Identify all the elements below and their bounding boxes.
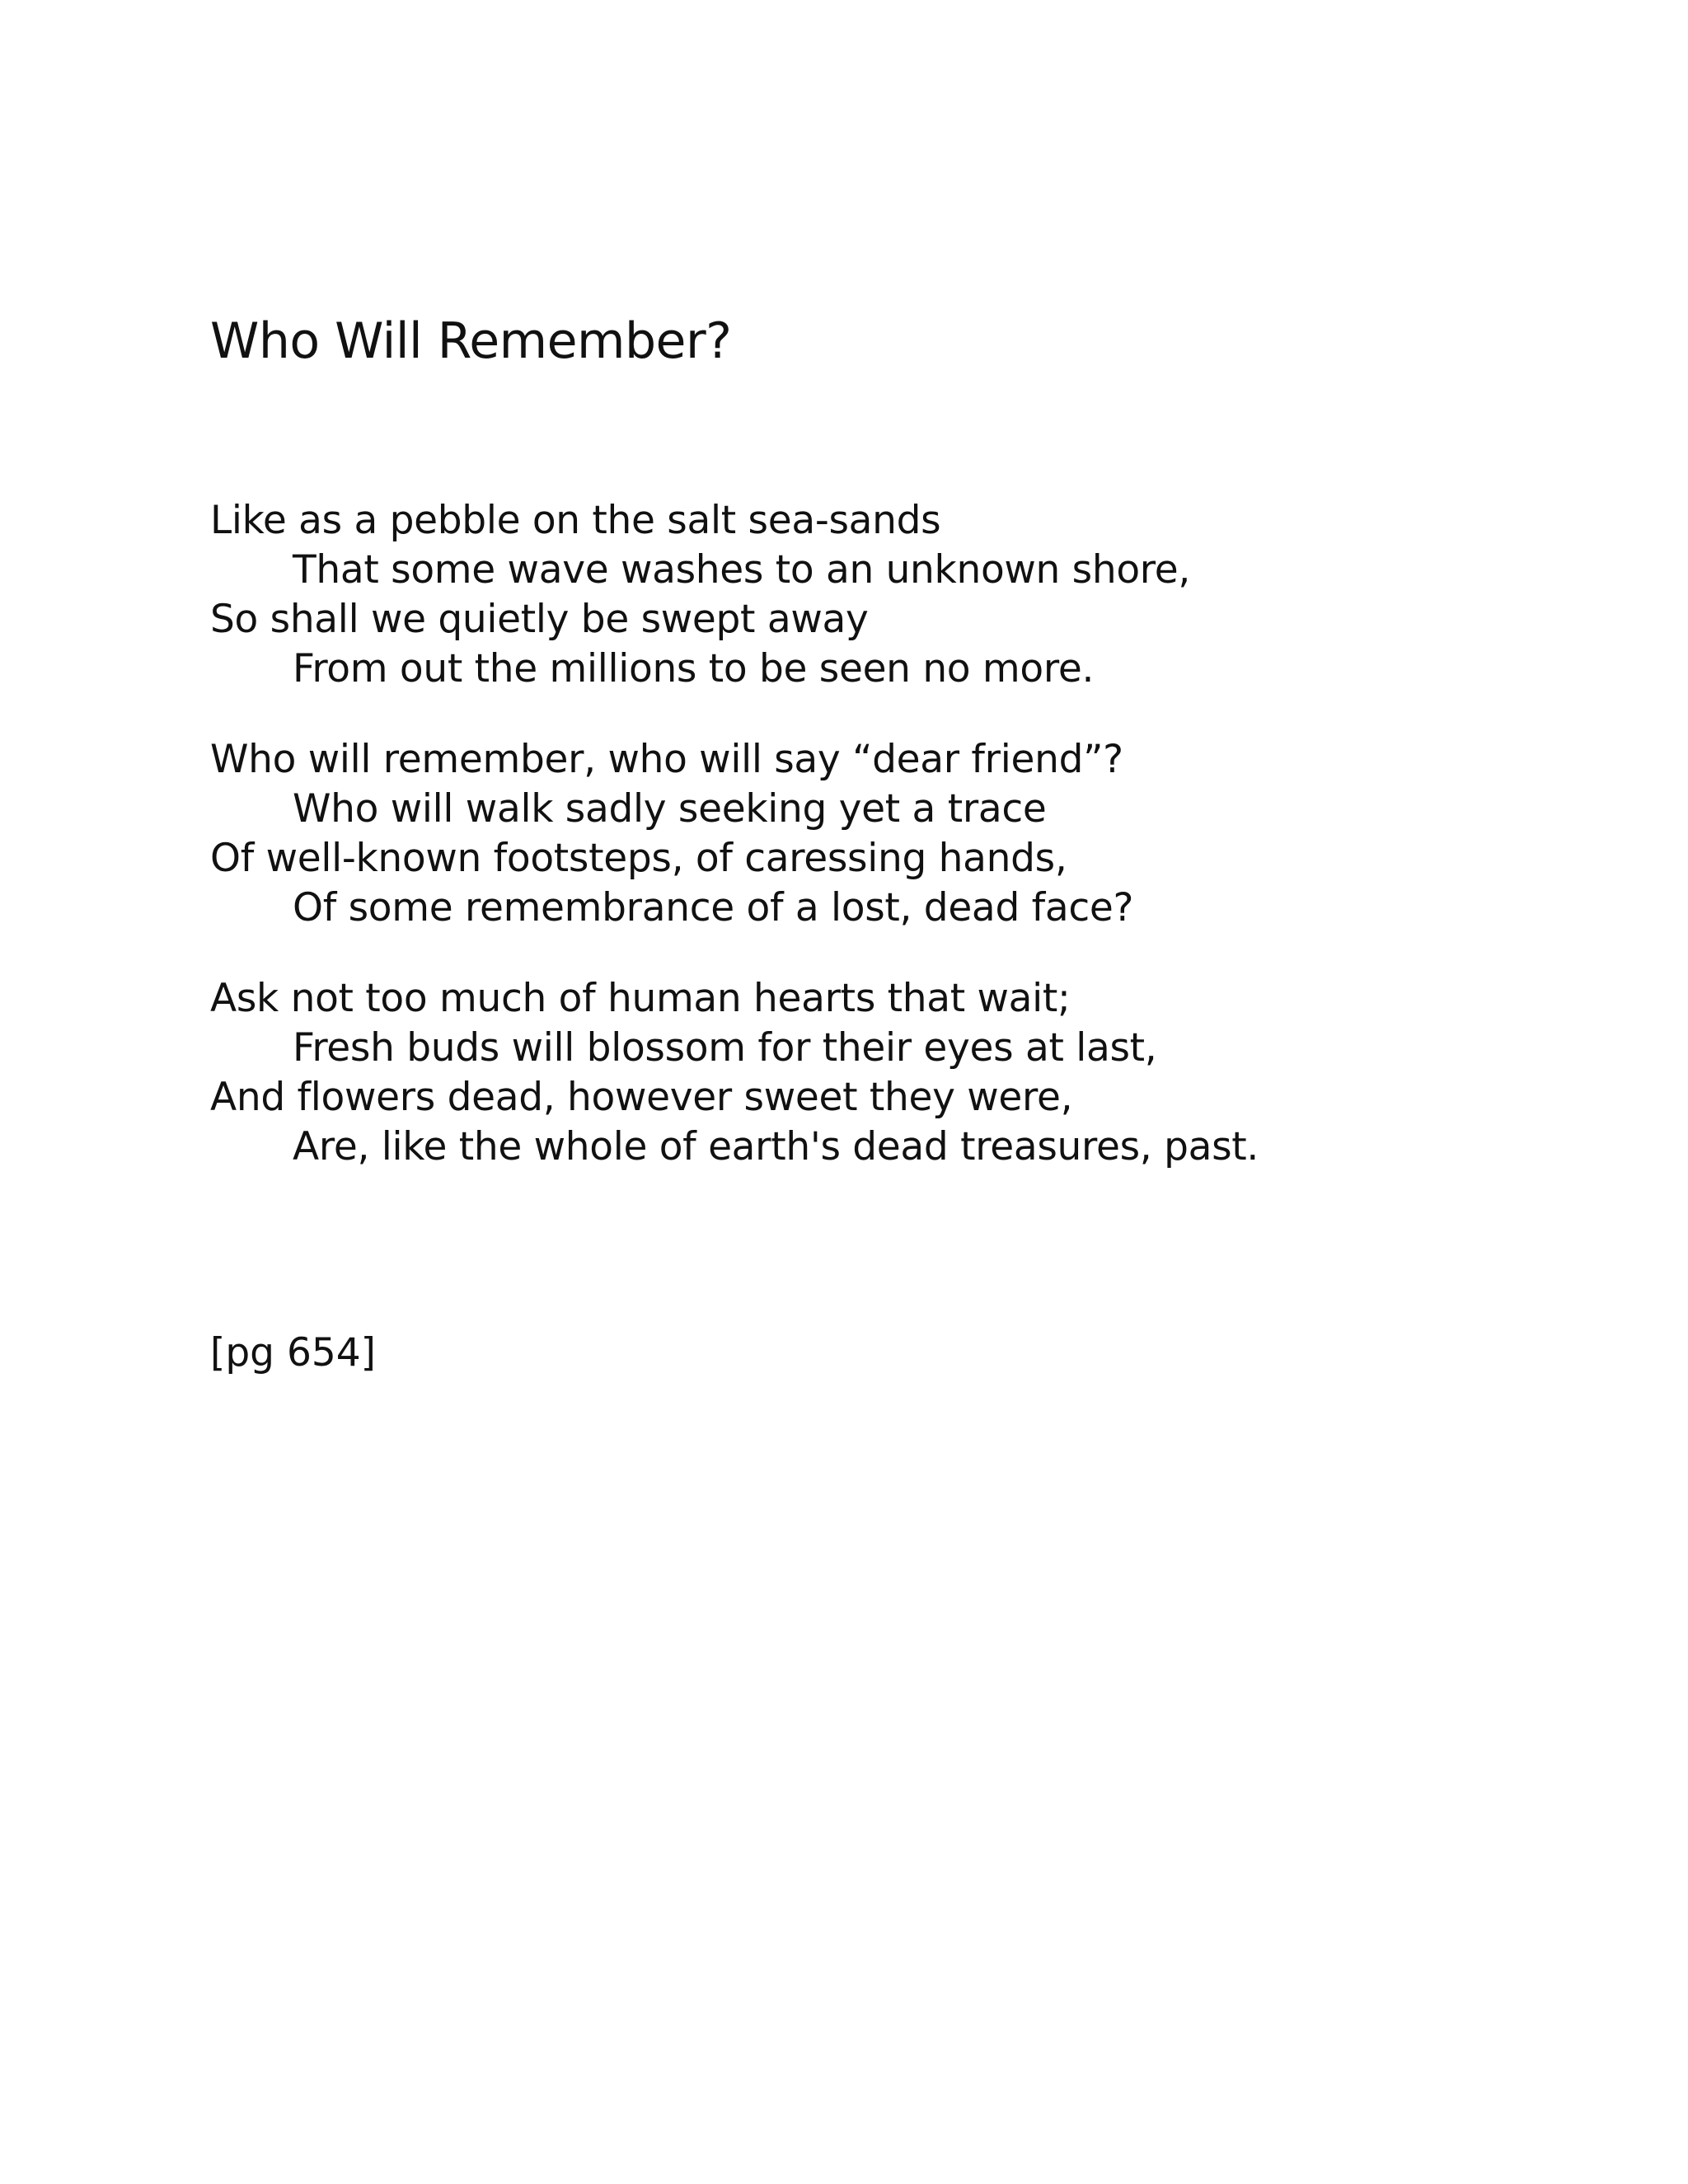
- poem-line: Ask not too much of human hearts that wait;: [210, 976, 1071, 1021]
- poem-line: And flowers dead, however sweet they were,: [210, 1075, 1073, 1120]
- page-number-reference: [pg 654]: [210, 1330, 376, 1376]
- stanza-3: [210, 974, 1529, 1172]
- poem-line: From out the millions to be seen no more.: [293, 646, 1095, 691]
- poem-line: Who will remember, who will say “dear friend”?: [210, 737, 1123, 782]
- poem-line: Of well-known footsteps, of caressing hands,: [210, 836, 1067, 881]
- stanza-2: [210, 735, 1529, 933]
- poem-line: Like as a pebble on the salt sea-sands: [210, 498, 941, 543]
- poem-line: That some wave washes to an unknown shore,: [293, 547, 1191, 593]
- poem-body: [210, 496, 1529, 1213]
- stanza-1: [210, 496, 1529, 694]
- poem-line: Who will walk sadly seeking yet a trace: [293, 786, 1047, 832]
- poem-line: Fresh buds will blossom for their eyes at last,: [293, 1025, 1157, 1071]
- poem-line: So shall we quietly be swept away: [210, 597, 869, 642]
- poem-line: Are, like the whole of earth's dead treasures, past.: [293, 1124, 1259, 1169]
- poem-line: Of some remembrance of a lost, dead face?: [293, 885, 1134, 930]
- poem-title: Who Will Remember?: [210, 312, 732, 370]
